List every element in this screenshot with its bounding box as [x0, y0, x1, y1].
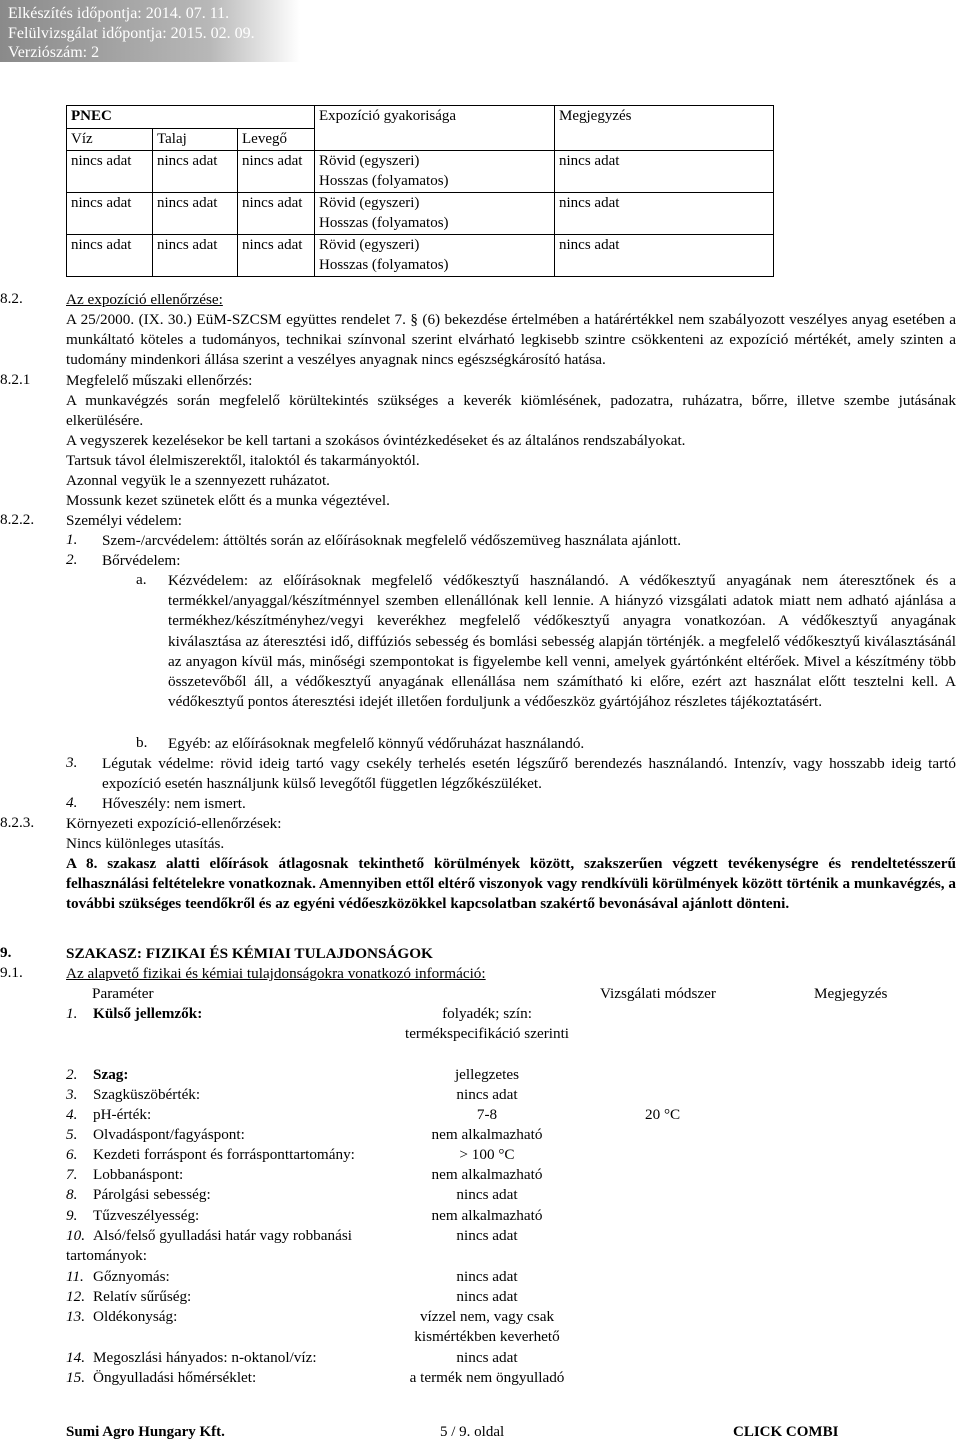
list-item: Egyéb: az előírásoknak megfelelő könnyű védőruházat használandó. [168, 735, 585, 752]
section-paragraph: A vegyszerek kezelésekor be kell tartani a szokásos óvintézkedéseket és az általános rendszabályokat. [66, 432, 686, 449]
water-cell: nincs adat [67, 193, 153, 235]
section-paragraph: Tartsuk távol élelmiszerektől, italoktól és takarmányoktól. [66, 452, 420, 469]
property-value: nincs adat [456, 1227, 518, 1244]
property-value: folyadék; szín: termékspecifikáció szerinti [404, 1005, 570, 1043]
review-date: Felülvizsgálat időpontja: 2015. 02. 09. [8, 24, 255, 42]
table-row [67, 235, 774, 277]
freq-cell [315, 151, 555, 193]
soil-cell: nincs adat [153, 193, 238, 235]
air-cell: nincs adat [238, 235, 315, 277]
section-paragraph-bold: A 8. szakasz alatti előírások átlagosnak tekinthető körülmények között, szakszerűen végzett tevékenységre és rendeltetésszerű felhasználási feltételekre vonatkoznak. Amennyiben ettől eltérő viszonyok vagy rendkívüli körülmények között történik a munkavégzés, a további szükséges teendőkről és az egyéni védőeszközökkel kapcsolatban szakértő bevonásával ajánlott dönteni. [66, 855, 956, 913]
property-number: 8. [66, 1186, 78, 1203]
list-letter: a. [136, 571, 147, 588]
property-name: Gőznyomás: [93, 1268, 170, 1285]
section-paragraph: A munkavégzés során megfelelő körültekintés szükséges a keverék kiömlésének, padozatra, ruházatra, bőrre, illetve szembe jutásának elkerülésére. [66, 392, 956, 430]
property-name: Öngyulladási hőmérséklet: [93, 1369, 257, 1386]
list-number: 3. [66, 754, 78, 771]
table-row [67, 151, 774, 193]
property-name: Alsó/felső gyulladási határ vagy robbanási tartományok: [66, 1227, 352, 1265]
property-name: Szag: [93, 1066, 129, 1083]
pnec-table [66, 105, 774, 277]
freq-long: Hosszas (folyamatos) [319, 172, 449, 189]
water-cell: nincs adat [67, 235, 153, 277]
section-title: Környezeti expozíció-ellenőrzések: [66, 815, 282, 832]
water-header: Víz [67, 128, 153, 151]
property-name: Tűzveszélyesség: [93, 1207, 200, 1224]
freq-short: Rövid (egyszeri) [319, 195, 420, 211]
property-value: jellegzetes [454, 1066, 520, 1083]
property-value: a termék nem öngyulladó [409, 1369, 565, 1386]
freq-short: Rövid (egyszeri) [319, 153, 420, 169]
document-header [8, 4, 255, 63]
soil-header: Talaj [153, 128, 238, 151]
property-number: 2. [66, 1066, 78, 1083]
note-cell: nincs adat [555, 235, 774, 277]
section-title: Az expozíció ellenőrzése: [66, 291, 223, 308]
table-row [67, 193, 774, 235]
freq-long: Hosszas (folyamatos) [319, 214, 449, 231]
soil-cell: nincs adat [153, 151, 238, 193]
section-number: 9. [0, 944, 12, 961]
property-value: 7-8 [476, 1106, 498, 1123]
section-title: Az alapvető fizikai és kémiai tulajdonságokra vonatkozó információ: [66, 965, 486, 982]
property-note: 20 °C [645, 1106, 681, 1123]
soil-cell: nincs adat [153, 235, 238, 277]
property-name: Külső jellemzők: [93, 1005, 203, 1022]
list-item: Szem-/arcvédelem: áttöltés során az előírásoknak megfelelő védőszemüveg használata ajánlott. [102, 532, 681, 549]
section-heading: SZAKASZ: FIZIKAI ÉS KÉMIAI TULAJDONSÁGOK [66, 945, 433, 962]
property-number: 7. [66, 1166, 78, 1183]
freq-long: Hosszas (folyamatos) [319, 256, 449, 273]
property-number: 15. [66, 1369, 85, 1386]
section-number: 8.2.3. [0, 814, 35, 831]
property-value: vízzel nem, vagy csak kismértékben keverhető [414, 1308, 560, 1346]
property-number: 3. [66, 1086, 78, 1103]
footer-company: Sumi Agro Hungary Kft. [66, 1424, 225, 1440]
section-title: Megfelelő műszaki ellenőrzés: [66, 372, 253, 389]
property-value: nincs adat [456, 1186, 518, 1203]
air-header: Levegő [238, 128, 315, 151]
property-value: nem alkalmazható [431, 1207, 543, 1224]
property-name: Olvadáspont/fagyáspont: [93, 1126, 245, 1143]
note-header: Megjegyzés [555, 106, 774, 151]
note-cell: nincs adat [555, 193, 774, 235]
list-letter: b. [136, 734, 148, 751]
list-item: Bőrvédelem: [102, 552, 181, 569]
property-name: pH-érték: [93, 1106, 152, 1123]
property-number: 11. [66, 1268, 84, 1285]
property-name: Lobbanáspont: [93, 1166, 184, 1183]
property-name: Megoszlási hányados: n-oktanol/víz: [93, 1349, 317, 1366]
property-value: > 100 °C [459, 1146, 515, 1163]
air-cell: nincs adat [238, 151, 315, 193]
property-value: nem alkalmazható [431, 1166, 543, 1183]
freq-header: Expozíció gyakorisága [315, 106, 555, 151]
pnec-title: PNEC [67, 106, 315, 129]
section-number: 8.2. [0, 290, 23, 307]
version-number: Verziószám: 2 [8, 44, 100, 61]
method-header: Vizsgálati módszer [600, 985, 716, 1002]
list-number: 2. [66, 551, 78, 568]
section-paragraph: Nincs különleges utasítás. [66, 835, 225, 852]
note-header: Megjegyzés [814, 985, 888, 1002]
section-number: 8.2.1 [0, 371, 31, 388]
property-value: nincs adat [456, 1349, 518, 1366]
list-item: Légutak védelme: rövid ideig tartó vagy csekély terhelés esetén légszűrő berendezés használandó. Intenzív, vagy hosszabb ideig tartó expozíció esetén használjunk külső levegőtől független légzőkészüléket. [102, 755, 956, 793]
note-cell: nincs adat [555, 151, 774, 193]
section-paragraph: Azonnal vegyük le a szennyezett ruházatot. [66, 472, 330, 489]
air-cell: nincs adat [238, 193, 315, 235]
property-value: nem alkalmazható [431, 1126, 543, 1143]
property-number: 6. [66, 1146, 78, 1163]
list-number: 4. [66, 794, 78, 811]
footer-page: 5 / 9. oldal [440, 1424, 505, 1440]
freq-cell [315, 235, 555, 277]
freq-cell [315, 193, 555, 235]
property-name: Párolgási sebesség: [93, 1186, 211, 1203]
property-number: 13. [66, 1308, 85, 1325]
property-name: Szagküszöbérték: [93, 1086, 201, 1103]
property-number: 14. [66, 1349, 85, 1366]
property-number: 9. [66, 1207, 78, 1224]
section-title: Személyi védelem: [66, 512, 182, 529]
param-header: Paraméter [92, 985, 154, 1002]
list-item: Hőveszély: nem ismert. [102, 795, 246, 812]
section-number: 9.1. [0, 964, 23, 981]
property-name: Oldékonyság: [93, 1308, 178, 1325]
property-name: Relatív sűrűség: [93, 1288, 192, 1305]
list-item: Kézvédelem: az előírásoknak megfelelő védőkesztyű használandó. A védőkesztyű anyagának nem áteresztőnek és a termékkel/anyaggal/készítménnyel szemben ellenállónak kell lennie. A hiányzó vizsgálati adatok miatt nem adható ajánlása a termékhez/készítményhez/vegyi keverékhez megfelelő védőkesztyű anyagra vonatkozóan. A védőkesztyű anyagának kiválasztása az áteresztési idő, diffúziós sebesség és bomlási sebesség alapján történjék. a megfelelő védőkesztyű kiválasztásánál az anyagon kívül más, minőségi szempontokat is figyelembe kell venni, amelyek gyártónként eltérőek. Mivel a készítmény több összetevőből áll, a védőkesztyű anyagának ellenállása nem számítható ki előre, ezért azt használat előtt tesztelni kell. A védőkesztyű pontos áteresztési idejét illetően forduljunk a védőeszköz gyártójához részletes tájékoztatásért. [168, 572, 956, 711]
section-paragraph: Mossunk kezet szünetek előtt és a munka végeztével. [66, 492, 390, 509]
property-number: 4. [66, 1106, 78, 1123]
list-number: 1. [66, 531, 78, 548]
property-value: nincs adat [456, 1086, 518, 1103]
property-number: 1. [66, 1005, 78, 1022]
property-number: 12. [66, 1288, 85, 1305]
created-date: Elkészítés időpontja: 2014. 07. 11. [8, 5, 230, 22]
property-value: nincs adat [456, 1288, 518, 1305]
property-number: 10. [66, 1227, 85, 1244]
property-number: 5. [66, 1126, 78, 1143]
property-value: nincs adat [456, 1268, 518, 1285]
section-number: 8.2.2. [0, 511, 35, 528]
property-name: Kezdeti forráspont és forrásponttartomány: [93, 1146, 355, 1163]
water-cell: nincs adat [67, 151, 153, 193]
section-paragraph: A 25/2000. (IX. 30.) EüM-SZCSM együttes rendelet 7. § (6) bekezdése értelmében a határértékkel nem szabályozott veszélyes anyag esetében a munkáltató köteles a tudományos, technikai színvonal szerint elvárható legkisebb szintre csökkenteni az expozíció mértékét, amely szinten a tudomány mindenkori állása szerint a veszélyes anyagnak nincs egészségkárosító hatása. [66, 311, 956, 369]
footer-product: CLICK COMBI [733, 1424, 839, 1440]
freq-short: Rövid (egyszeri) [319, 237, 420, 253]
